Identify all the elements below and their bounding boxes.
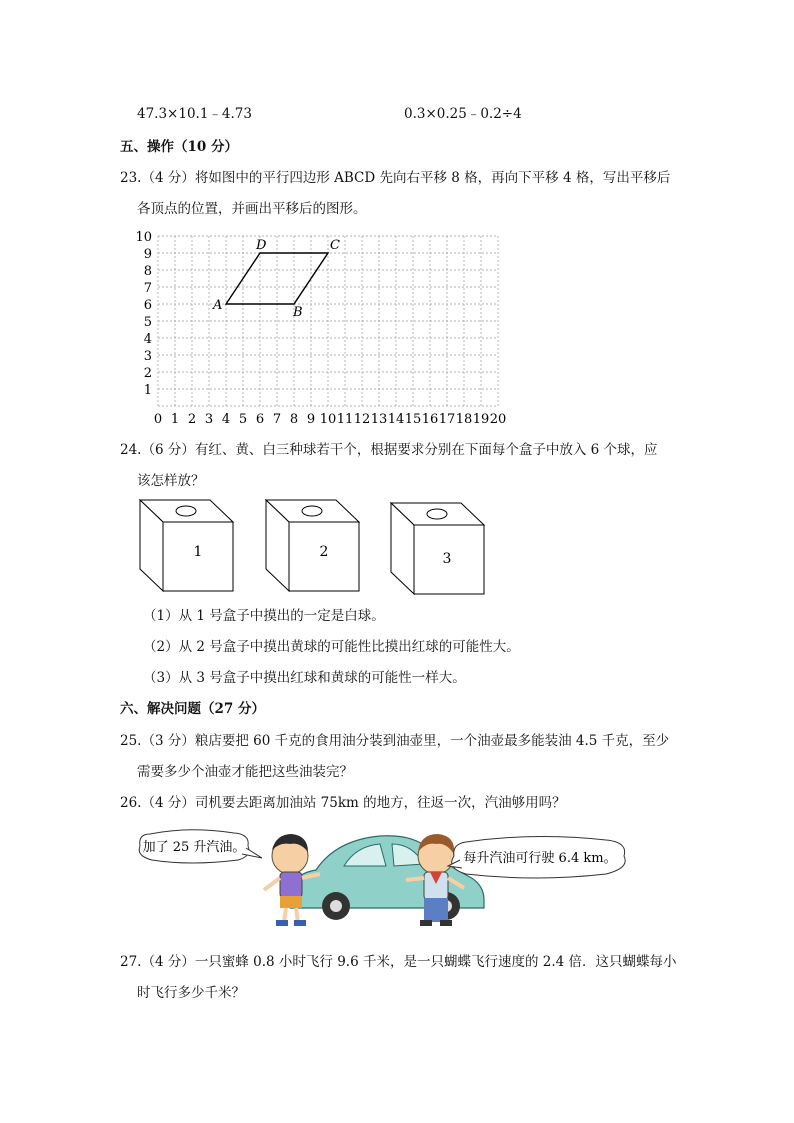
x-tick-label: 0: [153, 412, 163, 427]
x-tick-label: 3: [204, 412, 214, 427]
boxes-figure: [135, 495, 495, 595]
vertex-label-d: D: [256, 238, 267, 253]
x-tick-label: 18: [455, 412, 473, 427]
x-tick-label: 9: [306, 412, 316, 427]
grid-lines: [158, 236, 498, 406]
vertex-label-c: C: [330, 238, 340, 253]
x-tick-label: 13: [370, 412, 388, 427]
x-tick-label: 5: [238, 412, 248, 427]
x-tick-labels: [154, 412, 506, 427]
calc-left: 47.3×10.1﹣4.73: [137, 106, 252, 122]
x-tick-label: 11: [336, 412, 354, 427]
q24-sub2: （2）从 2 号盒子中摸出黄球的可能性比摸出红球的可能性大。: [143, 639, 520, 655]
q23-text-line2: 各顶点的位置，并画出平移后的图形。: [137, 201, 367, 217]
calc-right: 0.3×0.25﹣0.2÷4: [404, 106, 522, 122]
speech-bubble-left: [139, 830, 262, 863]
box-label-2: 2: [319, 544, 329, 560]
vertex-label-b: B: [293, 305, 303, 320]
box-label-1: 1: [193, 544, 203, 560]
box-label-3: 3: [442, 551, 452, 567]
y-tick-labels: [135, 230, 152, 398]
x-tick-label: 16: [421, 412, 439, 427]
y-tick-label: 9: [143, 247, 152, 262]
q27-text-line1: 27.（4 分）一只蜜蜂 0.8 小时飞行 9.6 千米，是一只蝴蝶飞行速度的 2.4 倍．这只蝴蝶每小: [120, 954, 677, 970]
y-tick-label: 8: [143, 264, 152, 279]
box-3: [391, 503, 484, 594]
x-tick-label: 12: [353, 412, 371, 427]
x-tick-label: 8: [289, 412, 299, 427]
x-tick-label: 15: [404, 412, 422, 427]
q26-text-line1: 26.（4 分）司机要去距离加油站 75km 的地方，往返一次，汽油够用吗？: [120, 795, 566, 811]
y-tick-label: 3: [143, 349, 152, 364]
x-tick-label: 1: [170, 412, 180, 427]
x-tick-label: 10: [319, 412, 337, 427]
x-tick-label: 2: [187, 412, 197, 427]
q26-illustration: [130, 820, 650, 938]
coordinate-grid: [130, 228, 520, 428]
x-tick-label: 6: [255, 412, 265, 427]
box-2: [266, 500, 359, 591]
speech-bubble-right: [448, 836, 625, 878]
q24-text-line1: 24.（6 分）有红、黄、白三种球若干个，根据要求分别在下面每个盒子中放入 6 个球，应: [120, 442, 658, 458]
q24-text-line2: 该怎样放？: [137, 473, 205, 489]
y-tick-label: 6: [143, 298, 152, 313]
x-tick-label: 14: [387, 412, 405, 427]
y-tick-label: 1: [143, 383, 152, 398]
q25-text-line1: 25.（3 分）粮店要把 60 千克的食用油分装到油壶里，一个油壶最多能装油 4.5 千克，至少: [120, 733, 670, 749]
section-title-6: 六、解决问题（27 分）: [120, 701, 265, 717]
y-tick-label: 7: [143, 281, 152, 296]
x-tick-label: 17: [438, 412, 456, 427]
x-tick-label: 20: [489, 412, 507, 427]
q24-sub1: （1）从 1 号盒子中摸出的一定是白球。: [143, 608, 385, 624]
box-1: [140, 500, 233, 591]
y-tick-label: 2: [143, 366, 152, 381]
y-tick-label: 10: [135, 230, 152, 245]
q23-text-line1: 23.（4 分）将如图中的平行四边形 ABCD 先向右平移 8 格，再向下平移 4 格，写出平移后: [120, 170, 671, 186]
q24-sub3: （3）从 3 号盒子中摸出红球和黄球的可能性一样大。: [143, 670, 466, 686]
y-tick-label: 5: [143, 315, 152, 330]
q25-text-line2: 需要多少个油壶才能把这些油装完？: [137, 764, 353, 780]
vertex-label-a: A: [213, 298, 223, 313]
y-tick-label: 4: [143, 332, 152, 347]
speech-text-right: 每升汽油可行驶 6.4 km。: [463, 851, 617, 866]
speech-text-left: 加了 25 升汽油。: [142, 840, 246, 855]
x-tick-label: 7: [272, 412, 282, 427]
q27-text-line2: 时飞行多少千米？: [137, 985, 245, 1001]
x-tick-label: 19: [472, 412, 490, 427]
x-tick-label: 4: [221, 412, 231, 427]
section-title-5: 五、操作（10 分）: [120, 139, 238, 155]
